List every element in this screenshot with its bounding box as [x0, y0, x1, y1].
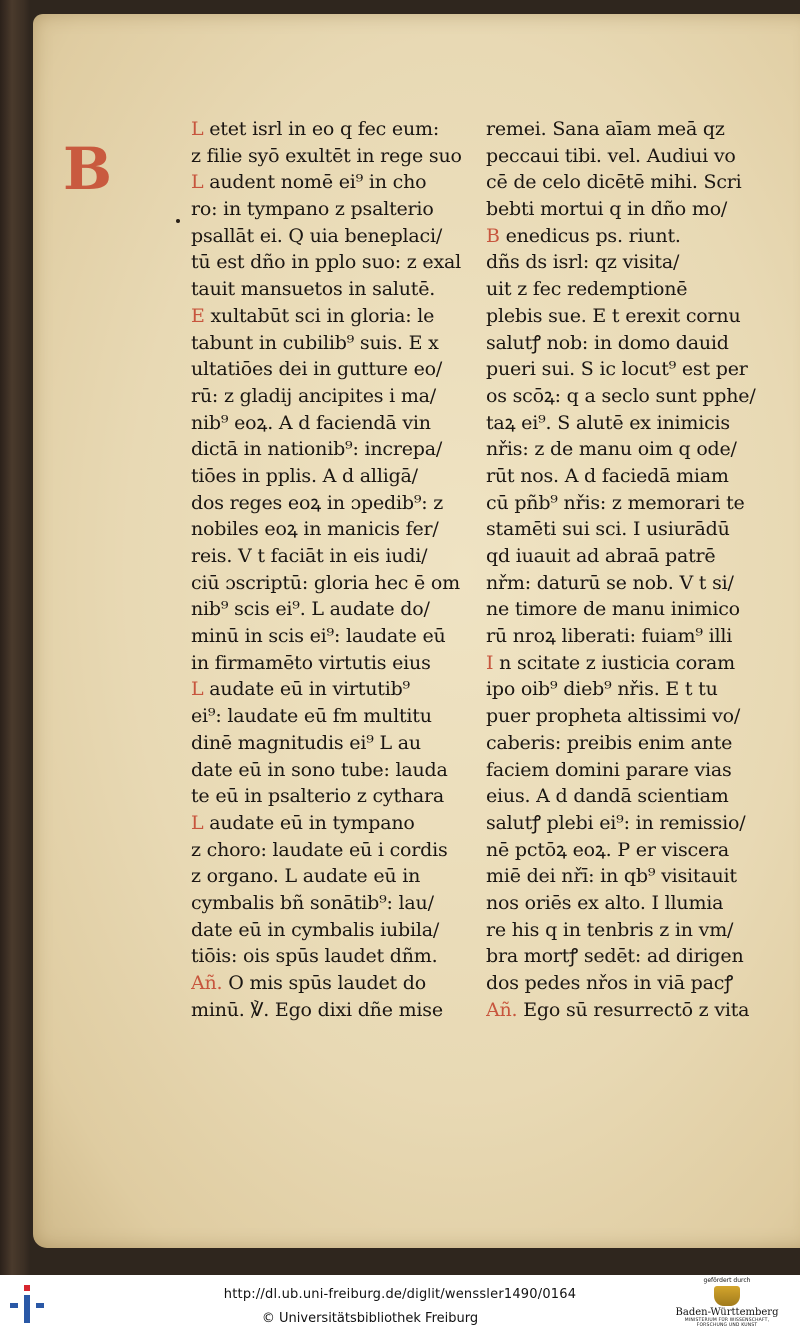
- right-column-line: taꝝ ei⁹. S alutē ex inimicis: [486, 411, 730, 434]
- right-column-line: ipo oib⁹ dieb⁹ nřis. E t tu: [486, 678, 718, 701]
- left-column-line: minū. ℣. Ego dixi dñe mise: [191, 998, 443, 1021]
- sponsor-ministry: MINISTERIUM FÜR WISSENSCHAFT, FORSCHUNG UND KUNST: [684, 1318, 770, 1328]
- right-column-line: rūt nos. A d faciedā miam: [486, 464, 729, 487]
- sponsor-name: Baden-Württemberg: [675, 1307, 779, 1318]
- left-column-line: dinē magnitudis ei⁹ L au: [191, 731, 421, 754]
- left-column-line: tauit mansuetos in salutē.: [191, 278, 436, 301]
- left-column-line: reis. V t faciāt in eis iudi/: [191, 545, 428, 567]
- right-column-line: dos pedes nřos in viā pacꝭ: [486, 972, 734, 994]
- right-column-line: ne timore de manu inimico: [486, 598, 740, 621]
- right-column-line: nřm: daturū se nob. V t si/: [486, 571, 734, 594]
- left-column-line: date eū in sono tube: lauda: [191, 758, 448, 781]
- right-text-column: [486, 116, 776, 1023]
- left-column-line: tabunt in cubilib⁹ suis. E x: [191, 331, 439, 354]
- manuscript-page: [33, 14, 800, 1248]
- sponsor-label: gefördert durch: [703, 1277, 751, 1284]
- left-column-line: tiōes in pplis. A d alligā/: [191, 464, 418, 487]
- right-column-line: stamēti sui sci. I usiurādū: [486, 518, 730, 541]
- left-column-line: dos reges eoꝝ in ɔpedib⁹: z: [191, 491, 444, 514]
- right-column-line: os scōꝝ: q a seclo sunt pphe/: [486, 384, 756, 407]
- footer-bar: [0, 1275, 800, 1333]
- left-column-line: z choro: laudate eū i cordis: [191, 838, 448, 861]
- left-column-line: psallāt ei. Q uia beneplaci/: [191, 224, 443, 247]
- right-column-line: eius. A d dandā scientiam: [486, 785, 729, 808]
- right-column-line: salutꝭ plebi ei⁹: in remissio/: [486, 811, 746, 834]
- right-column-line: I n scitate z iusticia coram: [486, 651, 736, 674]
- left-column-line: tiōis: ois spūs laudet dñm.: [191, 945, 438, 968]
- left-column-line: dictā in nationib⁹: increpa/: [191, 438, 443, 461]
- left-column-line: L etet isrl in eo q fec eum:: [191, 118, 440, 140]
- right-column-line: bra mortꝭ sedēt: ad dirigen: [486, 945, 744, 968]
- left-column-line: ro: in tympano z psalterio: [191, 198, 434, 221]
- right-column-line: uit z fec redemptionē: [486, 278, 688, 301]
- left-column-line: ei⁹: laudate eū fm multitu: [191, 705, 432, 728]
- right-column-line: salutꝭ nob: in domo dauid: [486, 331, 729, 354]
- left-column-line: nib⁹ eoꝝ. A d faciendā vin: [191, 411, 431, 434]
- sponsor-block: [672, 1277, 782, 1328]
- right-column-line: remei. Sana aīam meā qz: [486, 118, 725, 140]
- right-column-line: nřis: z de manu oim q ode/: [486, 438, 737, 461]
- right-column-line: cē de celo dicētē mihi. Scri: [486, 171, 742, 194]
- left-column-line: L audent nomē ei⁹ in cho: [191, 171, 427, 194]
- right-column-line: faciem domini parare vias: [486, 758, 732, 781]
- state-crest-icon: [714, 1286, 740, 1306]
- permalink-url[interactable]: http://dl.ub.uni-freiburg.de/diglit/wenssler1490/0164: [223, 1287, 577, 1302]
- left-column-line: z organo. L audate eū in: [191, 865, 421, 888]
- right-column-line: caberis: preibis enim ante: [486, 731, 733, 754]
- right-column-line: pueri sui. S ic locut⁹ est per: [486, 358, 748, 381]
- right-column-line: re his q in tenbris z in vm/: [486, 918, 734, 941]
- copyright-notice: © Universitätsbibliothek Freiburg: [261, 1311, 479, 1326]
- right-column-line: miē dei nřī: in qb⁹ visitauit: [486, 865, 737, 888]
- ink-dot: [176, 219, 180, 223]
- right-column-line: Añ. Ego sū resurrectō z vita: [486, 998, 750, 1021]
- left-text-column: [191, 116, 481, 1023]
- right-column-line: qd iuauit ad abraā patrē: [486, 545, 716, 567]
- left-column-line: L audate eū in virtutib⁹: [191, 678, 410, 701]
- right-column-line: nos oriēs ex alto. I llumia: [486, 891, 724, 914]
- right-column-line: rū nroꝝ liberati: fuiam⁹ illi: [486, 625, 733, 648]
- right-column-line: plebis sue. E t erexit cornu: [486, 304, 741, 327]
- left-column-line: ciū ɔscriptū: gloria hec ē om: [191, 571, 460, 594]
- right-column-line: cū pñb⁹ nřis: z memorari te: [486, 491, 745, 514]
- left-column-line: cymbalis bñ sonātib⁹: lau/: [191, 891, 434, 914]
- left-column-line: minū in scis ei⁹: laudate eū: [191, 625, 446, 648]
- right-column-line: dñs ds isrl: qz visita/: [486, 251, 680, 274]
- right-column-line: peccaui tibi. vel. Audiui vo: [486, 144, 736, 167]
- right-column-line: nē pctōꝝ eoꝝ. P er viscera: [486, 838, 730, 861]
- right-column-line: B enedicus ps. riunt.: [486, 224, 681, 247]
- right-column-line: bebti mortui q in dño mo/: [486, 198, 728, 221]
- left-column-line: tū est dño in pplo suo: z exal: [191, 251, 461, 274]
- left-column-line: nobiles eoꝝ in manicis fer/: [191, 518, 439, 541]
- left-column-line: Añ. O mis spūs laudet do: [191, 972, 427, 994]
- left-column-line: ultatiōes dei in gutture eo/: [191, 358, 443, 381]
- left-column-line: z filie syō exultēt in rege suo: [191, 144, 462, 167]
- left-column-line: E xultabūt sci in gloria: le: [191, 304, 435, 327]
- decorated-initial: B: [63, 135, 113, 203]
- right-column-line: puer propheta altissimi vo/: [486, 705, 741, 728]
- left-column-line: in firmamēto virtutis eius: [191, 651, 431, 674]
- left-column-line: nib⁹ scis ei⁹. L audate do/: [191, 598, 430, 621]
- left-column-line: L audate eū in tympano: [191, 811, 415, 834]
- left-column-line: rū: z gladij ancipites i ma/: [191, 384, 436, 407]
- left-column-line: date eū in cymbalis iubila/: [191, 918, 440, 941]
- left-column-line: te eū in psalterio z cythara: [191, 785, 445, 808]
